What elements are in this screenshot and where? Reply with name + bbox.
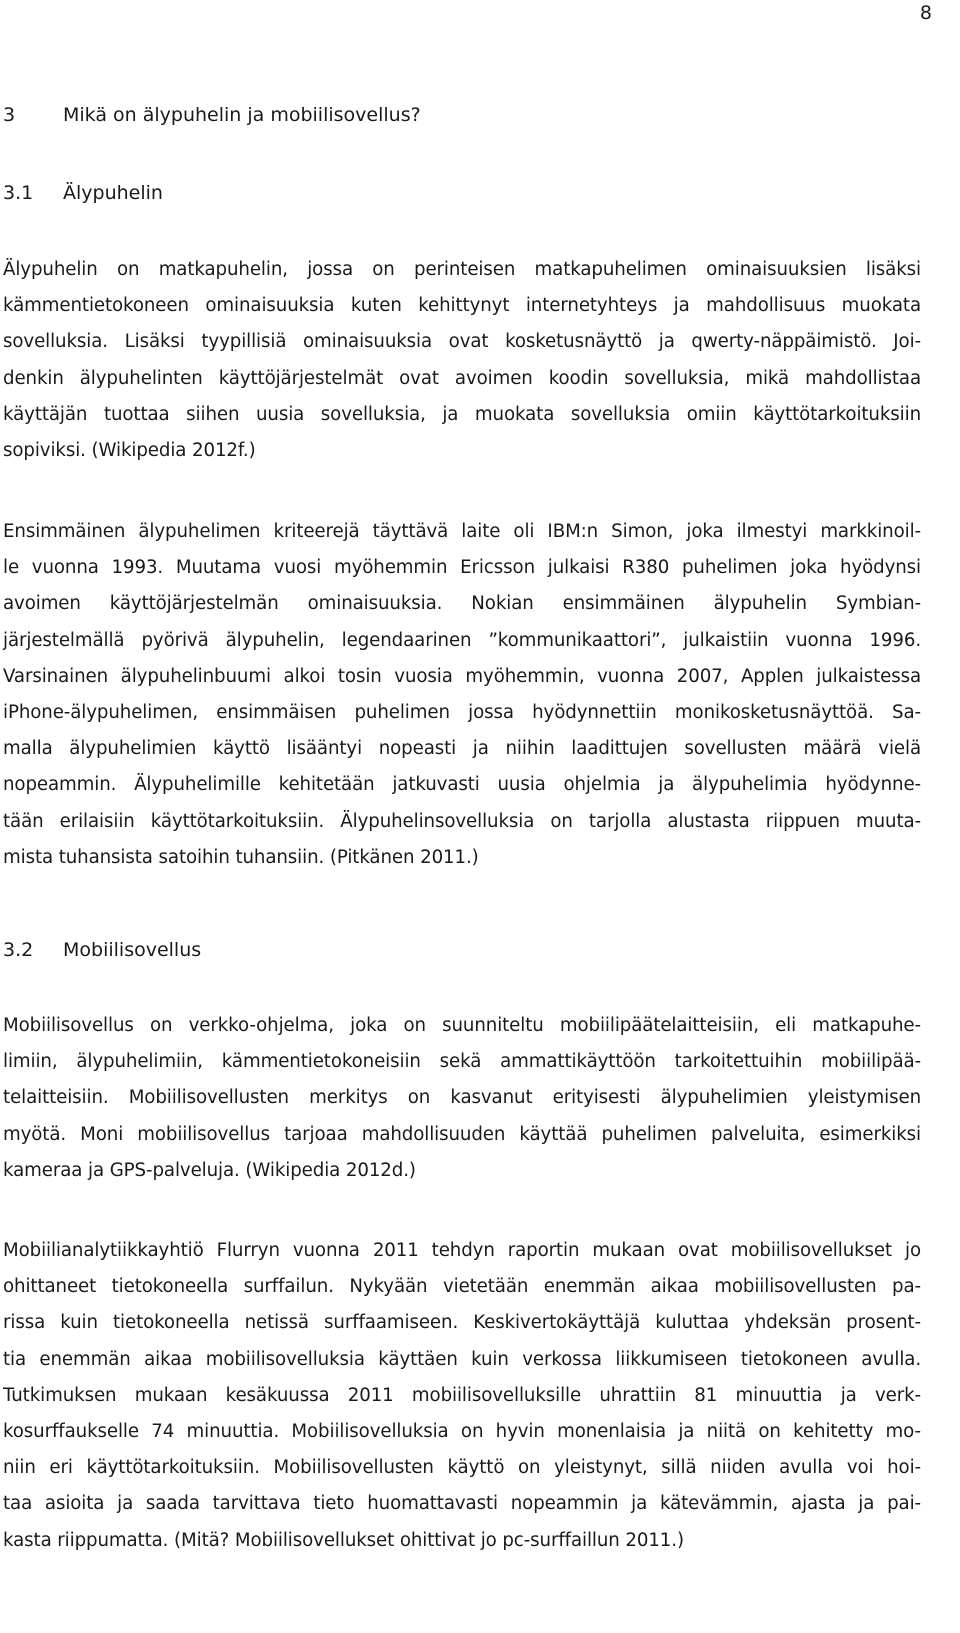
text-line: nopeammin. Älypuhelimille kehitetään jatkuvasti uusia ohjelmia ja älypuhelimia hyödynne- [3,774,921,796]
text-line: denkin älypuhelinten käyttöjärjestelmät ovat avoimen koodin sovelluksia, mikä mahdollistaa [3,367,921,389]
text-line: avoimen käyttöjärjestelmän ominaisuuksia. Nokian ensimmäinen älypuhelin Symbian- [3,593,921,615]
paragraph-smartphone-definition [3,252,921,469]
chapter-number: 3 [3,104,16,126]
text-line: telaitteisiin. Mobiilisovellusten merkitys on kasvanut erityisesti älypuhelimien yleistymisen [3,1087,921,1109]
text-line: Mobiilisovellus on verkko-ohjelma, joka on suunniteltu mobiilipäätelaitteisiin, eli matkapuhe- [3,1015,921,1036]
text-line: taa asioita ja saada tarvittava tieto huomattavasti nopeammin ja kätevämmin, ajasta ja pai- [3,1493,921,1515]
text-line: iPhone-älypuhelimen, ensimmäisen puhelimen jossa hyödynnettiin monikosketusnäyttöä. Sa- [3,702,921,724]
section-title: Mobiilisovellus [63,939,202,961]
text-line: Varsinainen älypuhelinbuumi alkoi tosin vuosia myöhemmin, vuonna 2007, Applen julkaistessa [3,665,921,687]
text-line: kämmentietokoneen ominaisuuksia kuten kehittynyt internetyhteys ja mahdollisuus muokata [3,295,921,317]
text-line: kasta riippumatta. (Mitä? Mobiilisovellukset ohittivat jo pc-surffaillun 2011.) [3,1529,684,1551]
text-line: järjestelmällä pyörivä älypuhelin, legendaarinen ”kommunikaattori”, julkaistiin vuonna 1996. [3,629,921,651]
text-line: le vuonna 1993. Muutama vuosi myöhemmin Ericsson julkaisi R380 puhelimen joka hyödynsi [3,557,921,579]
text-line: Älypuhelin on matkapuhelin, jossa on perinteisen matkapuhelimen ominaisuuksien lisäksi [3,259,921,280]
text-line: mista tuhansista satoihin tuhansiin. (Pitkänen 2011.) [3,846,479,868]
text-line: sopiviksi. (Wikipedia 2012f.) [3,440,256,462]
paragraph-smartphone-history [3,514,921,876]
text-line: myötä. Moni mobiilisovellus tarjoaa mahdollisuuden käyttää puhelimen palveluita, esimerkiksi [3,1123,921,1145]
section-number: 3.2 [3,939,34,961]
text-line: Mobiilianalytiikkayhtiö Flurryn vuonna 2011 tehdyn raportin mukaan ovat mobiilisovellukset jo [3,1240,921,1261]
chapter-heading [3,102,421,128]
text-line: limiin, älypuhelimiin, kämmentietokoneisiin sekä ammattikäyttöön tarkoitettuihin mobiilipää- [3,1051,921,1073]
text-line: Ensimmäinen älypuhelimen kriteerejä täyttävä laite oli IBM:n Simon, joka ilmestyi markkinoil- [3,521,921,542]
section-heading-3-1 [3,180,163,206]
text-line: kosurffaukselle 74 minuuttia. Mobiilisovelluksia on hyvin monenlaisia ja niitä on kehitetty mo- [3,1421,921,1443]
text-line: rissa kuin tietokoneella netissä surffaamiseen. Keskivertokäyttäjä kuluttaa yhdeksän prosent- [3,1312,921,1334]
section-title: Älypuhelin [63,182,163,204]
paragraph-mobile-app-usage [3,1233,921,1559]
paragraph-mobile-app-definition [3,1008,921,1189]
text-line: ohittaneet tietokoneella surffailun. Nykyään vietetään enemmän aikaa mobiilisovellusten pa- [3,1276,921,1298]
text-line: käyttäjän tuottaa siihen uusia sovelluksia, ja muokata sovelluksia omiin käyttötarkoituksiin [3,403,921,425]
text-line: kameraa ja GPS-palveluja. (Wikipedia 2012d.) [3,1159,416,1181]
text-line: tään erilaisiin käyttötarkoituksiin. Älypuhelinsovelluksia on tarjolla alustasta riippuen muuta- [3,810,921,832]
text-line: malla älypuhelimien käyttö lisääntyi nopeasti ja niihin laadittujen sovellusten määrä vielä [3,738,921,760]
text-line: sovelluksia. Lisäksi tyypillisiä ominaisuuksia ovat kosketusnäyttö ja qwerty-näppäimistö. Joi- [3,331,921,353]
chapter-title: Mikä on älypuhelin ja mobiilisovellus? [63,104,421,126]
page-number: 8 [919,2,932,24]
text-line: Tutkimuksen mukaan kesäkuussa 2011 mobiilisovelluksille uhrattiin 81 minuuttia ja verk- [3,1384,921,1406]
text-line: tia enemmän aikaa mobiilisovelluksia käyttäen kuin verkossa liikkumiseen tietokoneen avulla. [3,1348,921,1370]
section-heading-3-2 [3,937,201,963]
text-line: niin eri käyttötarkoituksiin. Mobiilisovellusten käyttö on yleistynyt, sillä niiden avulla voi hoi- [3,1457,921,1479]
section-number: 3.1 [3,182,34,204]
